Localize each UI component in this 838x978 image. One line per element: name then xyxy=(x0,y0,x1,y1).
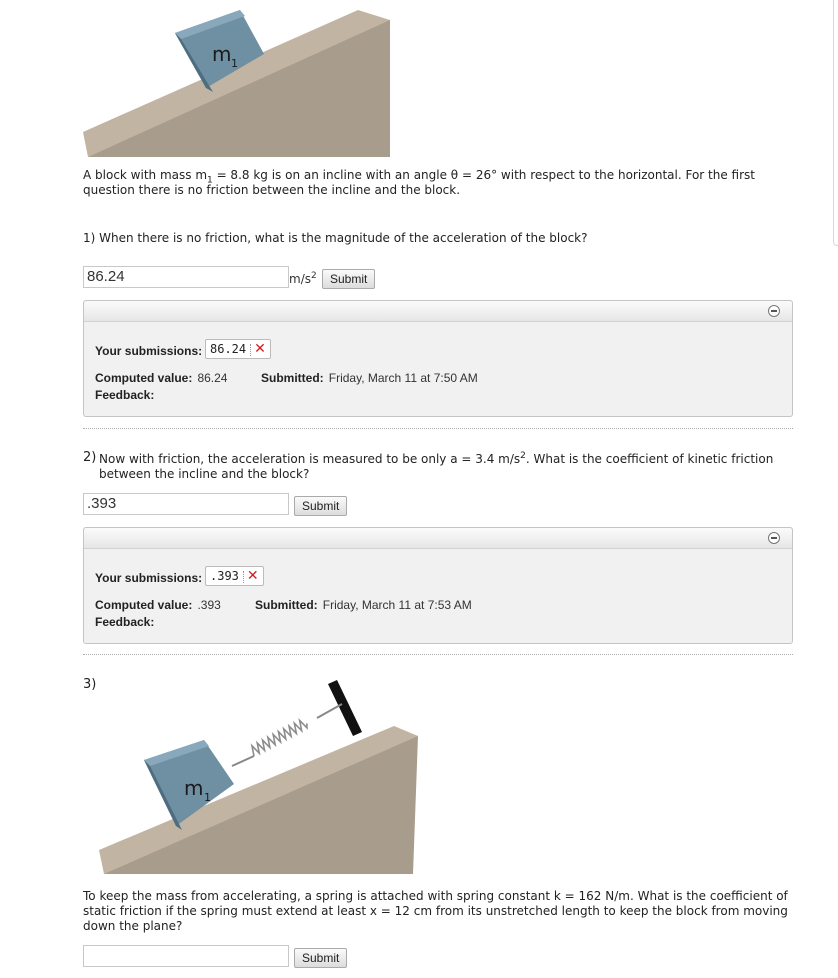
collapse-icon[interactable] xyxy=(768,305,780,317)
q2-submitted-value: Friday, March 11 at 7:53 AM xyxy=(322,598,472,612)
q2-line1a: Now with friction, the acceleration is measured to be only a = 3.4 m/s xyxy=(99,452,521,466)
q1-answer-value: 86.24 xyxy=(87,268,125,285)
q2-computed-value: .393 xyxy=(197,598,221,612)
q2-submissions-label: Your submissions: xyxy=(95,571,203,585)
incline-figure-1 xyxy=(80,4,400,162)
q1-question: 1) When there is no friction, what is the magnitude of the acceleration of the block? xyxy=(83,231,588,245)
intro-line2: question there is no friction between the incline and the block. xyxy=(83,183,461,197)
scrollbar-track[interactable] xyxy=(833,0,838,246)
q1-submitted-value: Friday, March 11 at 7:50 AM xyxy=(328,371,478,385)
q3-submit-button[interactable]: Submit xyxy=(294,948,347,968)
q1-answer-input[interactable] xyxy=(83,266,289,288)
q2-number: 2) xyxy=(83,450,97,465)
divider-2 xyxy=(83,654,793,655)
q3-line3: down the plane? xyxy=(83,919,183,933)
q1-submit-button[interactable]: Submit xyxy=(322,269,375,289)
block-label: m xyxy=(184,776,204,800)
q3-number: 3) xyxy=(83,677,97,692)
intro-text xyxy=(83,168,783,198)
q2-question xyxy=(99,452,789,482)
q1-computed-label: Computed value: xyxy=(95,371,193,385)
q1-computed xyxy=(95,367,227,386)
q3-line1: To keep the mass from accelerating, a spring is attached with spring constant k = 162 N/m. What is the coefficient of xyxy=(83,889,788,903)
q1-unit-sup: 2 xyxy=(310,271,317,281)
q2-submitted xyxy=(255,594,472,613)
block-subscript: 1 xyxy=(204,791,211,804)
incline-spring-figure xyxy=(96,674,426,880)
q1-unit-base: m/s xyxy=(289,272,311,286)
wrong-x-icon: ✕ xyxy=(246,568,259,584)
block-label: m xyxy=(212,42,232,66)
q1-submitted xyxy=(261,367,478,386)
q2-submitted-label: Submitted: xyxy=(255,598,318,612)
q1-feedback-label: Feedback: xyxy=(95,388,155,402)
q3-answer-input[interactable] xyxy=(83,945,289,967)
wrong-x-icon: ✕ xyxy=(254,341,266,357)
q2-line1-sup: 2 xyxy=(520,451,526,461)
q1-submissions-label: Your submissions: xyxy=(95,344,203,358)
q2-answer-value: .393 xyxy=(87,495,117,512)
q2-panel-header xyxy=(84,528,792,549)
q2-answer-input[interactable] xyxy=(83,493,289,515)
intro-m-sub: 1 xyxy=(207,175,213,186)
q1-panel-header xyxy=(84,301,792,322)
q2-submit-button[interactable]: Submit xyxy=(294,496,347,516)
spring xyxy=(249,718,308,756)
divider-1 xyxy=(83,428,793,429)
q2-computed-label: Computed value: xyxy=(95,598,193,612)
q2-feedback-label: Feedback: xyxy=(95,615,155,629)
q2-submission-value: .393 xyxy=(210,569,239,583)
q1-submission-value: 86.24 xyxy=(210,342,247,356)
q2-line2: between the incline and the block? xyxy=(99,467,310,481)
q1-submitted-label: Submitted: xyxy=(261,371,324,385)
q2-submission-entry[interactable] xyxy=(205,566,264,586)
q3-question xyxy=(83,889,793,934)
q2-submission-panel xyxy=(83,527,793,644)
q1-submission-entry[interactable] xyxy=(205,339,271,359)
q2-computed xyxy=(95,594,221,613)
collapse-icon[interactable] xyxy=(768,532,780,544)
q1-computed-value: 86.24 xyxy=(197,371,228,385)
intro-line1: A block with mass m xyxy=(83,168,208,182)
intro-line1b: = 8.8 kg is on an incline with an angle θ = 26° with respect to the horizontal. For the first xyxy=(212,168,755,182)
block-subscript: 1 xyxy=(231,57,238,70)
q1-submission-panel xyxy=(83,300,793,417)
q2-line1b: . What is the coefficient of kinetic friction xyxy=(525,452,774,466)
q3-line2: static friction if the spring must extend at least x = 12 cm from its unstretched length to keep the block from moving xyxy=(83,904,788,918)
q1-unit xyxy=(289,272,317,287)
